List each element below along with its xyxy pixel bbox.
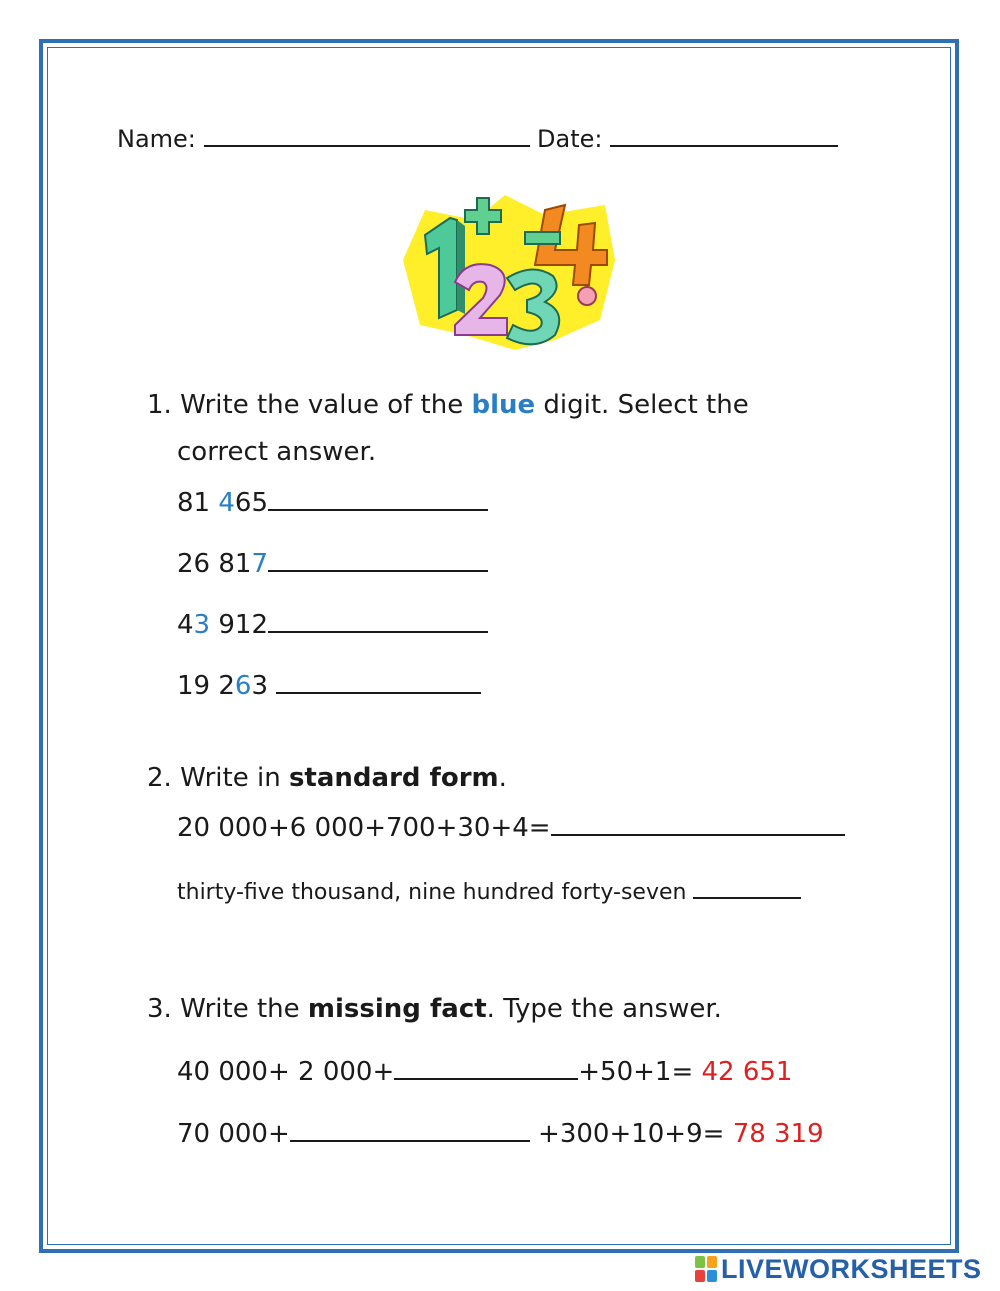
q1-instruction-line2: correct answer. bbox=[177, 437, 377, 467]
q2-instruction: 2. Write in standard form. bbox=[147, 763, 507, 793]
numbers-1234-clipart bbox=[395, 190, 620, 355]
date-blank[interactable] bbox=[610, 121, 838, 147]
logo-mark-icon bbox=[695, 1256, 717, 1282]
answer-blank[interactable] bbox=[268, 607, 488, 633]
name-blank[interactable] bbox=[204, 121, 530, 147]
q1-number: 1. bbox=[147, 390, 172, 420]
q2-item-1: 20 000+6 000+700+30+4= bbox=[177, 810, 845, 843]
q1-instruction-line1 bbox=[147, 390, 749, 420]
q3-bold-text: missing fact bbox=[307, 994, 487, 1024]
q1-item-3: 43 912 bbox=[177, 607, 488, 640]
name-row bbox=[117, 121, 530, 153]
answer-blank[interactable] bbox=[268, 485, 488, 511]
answer-blank[interactable] bbox=[276, 668, 481, 694]
date-label: Date: bbox=[537, 125, 603, 153]
q3-number: 3. bbox=[147, 994, 172, 1024]
q2-item-2: thirty-five thousand, nine hundred forty-seven bbox=[177, 875, 801, 905]
answer-blank[interactable] bbox=[693, 875, 801, 899]
blue-digit: 6 bbox=[234, 671, 252, 701]
q2-bold-text: standard form bbox=[288, 763, 499, 793]
q3-item-2: 70 000+ +300+10+9= 78 319 bbox=[177, 1116, 824, 1149]
answer-blank[interactable] bbox=[551, 810, 845, 836]
logo-text: LIVEWORKSHEETS bbox=[721, 1253, 982, 1284]
q1-item-1: 81 465 bbox=[177, 485, 488, 518]
given-answer: 42 651 bbox=[701, 1057, 793, 1087]
date-row bbox=[537, 121, 838, 153]
q3-item-1: 40 000+ 2 000+ +50+1= 42 651 bbox=[177, 1054, 792, 1087]
q1-text-pre: Write the value of the bbox=[180, 390, 472, 420]
q1-text-blue: blue bbox=[471, 390, 536, 420]
q1-text-post: digit. Select the bbox=[535, 390, 749, 420]
q1-item-2: 26 817 bbox=[177, 546, 488, 579]
answer-blank[interactable] bbox=[290, 1116, 530, 1142]
answer-blank[interactable] bbox=[268, 546, 488, 572]
name-label: Name: bbox=[117, 125, 196, 153]
q2-number: 2. bbox=[147, 763, 172, 793]
blue-digit: 4 bbox=[218, 488, 235, 518]
liveworksheets-logo[interactable] bbox=[695, 1253, 982, 1285]
blue-digit: 3 bbox=[193, 610, 211, 640]
blue-digit: 7 bbox=[251, 549, 268, 579]
given-answer: 78 319 bbox=[732, 1119, 824, 1149]
q1-item-4: 19 263 bbox=[177, 668, 481, 701]
answer-blank[interactable] bbox=[394, 1054, 578, 1080]
q3-instruction: 3. Write the missing fact. Type the answer. bbox=[147, 994, 722, 1024]
